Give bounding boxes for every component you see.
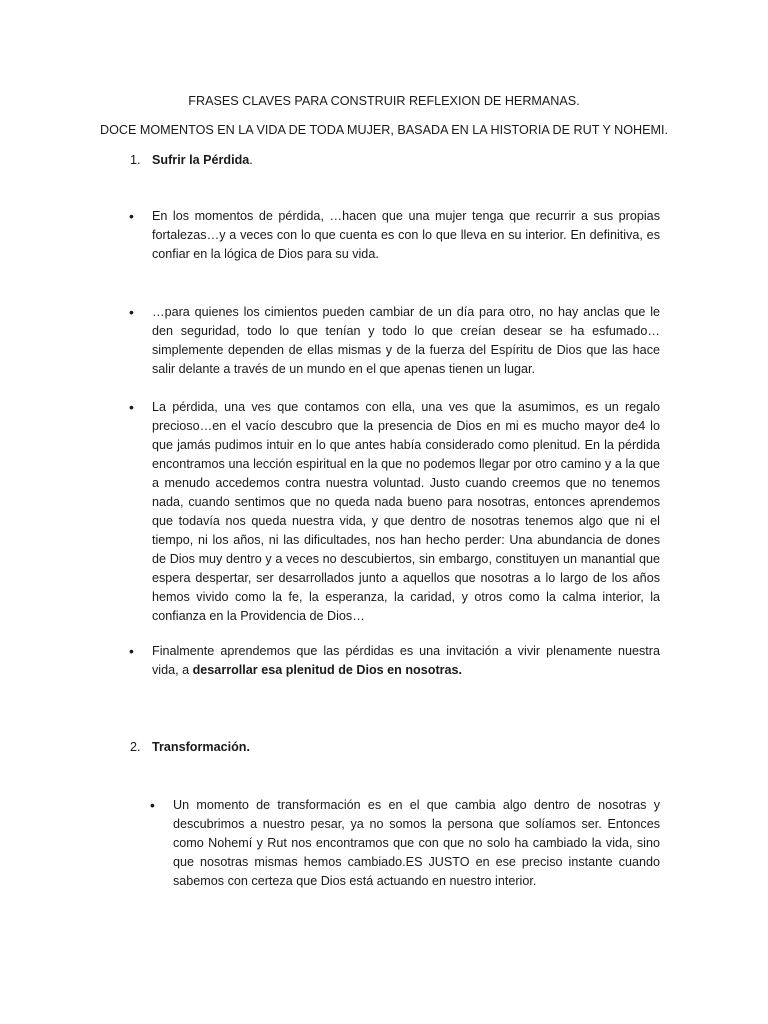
section-2-title: Transformación. xyxy=(152,740,250,754)
section-1-heading xyxy=(130,151,253,170)
section-1-title: Sufrir la Pérdida xyxy=(152,153,250,167)
section-1-bullet-4-bold: desarrollar esa plenitud de Dios en nosotras. xyxy=(192,663,463,677)
section-1-bullet-3: La pérdida, una ves que contamos con ella, una ves que la asumimos, es un regalo precioso…en el vacío descubro que la presencia de Dios en mi es mucho mayor de4 lo que jamás pudimos intuir en lo que antes había considerado como plenitud. En la pérdida encontramos una lección espiritual en la que no podemos llegar por otro camino y a la que a menudo accedemos contra nuestra voluntad. Justo cuando creemos que no tenemos nada, cuando sentimos que no queda nada bueno para nosotras, entonces aprendemos que todavía nos queda nuestra vida, y que dentro de nosotras tenemos algo que ni el tiempo, ni los años, ni las dificultades, nos han hecho perder: Una abundancia de dones de Dios muy dentro y a veces no descubiertos, sin embargo, constituyen un manantial que espera despertar, ser desarrollados junto a aquellos que nosotras a lo largo de los años hemos vivido como la fe, la esperanza, la caridad, y otros como la calma interior, la confianza en la Providencia de Dios… xyxy=(152,400,660,623)
section-1-bullet-4-text: Finalmente aprendemos que las pérdidas es una invitación a vivir plenamente nuestra vida, a xyxy=(152,644,660,677)
bullet-dot-icon: • xyxy=(129,643,134,659)
section-1-title-suffix: . xyxy=(249,153,253,167)
section-2-heading xyxy=(130,738,250,757)
document-title: FRASES CLAVES PARA CONSTRUIR REFLEXION DE HERMANAS. xyxy=(188,94,580,108)
section-1-number: 1. xyxy=(130,153,141,167)
document-subtitle: DOCE MOMENTOS EN LA VIDA DE TODA MUJER, BASADA EN LA HISTORIA DE RUT Y NOHEMI. xyxy=(99,123,669,137)
section-2-number: 2. xyxy=(130,740,141,754)
bullet-dot-icon: • xyxy=(129,304,134,320)
bullet-dot-icon: • xyxy=(150,797,155,813)
section-2-bullet-1: Un momento de transformación es en el que cambia algo dentro de nosotras y descubrimos a nuestro pesar, ya no somos la persona que solíamos ser. Entonces como Nohemí y Rut nos encontramos que con que no solo ha cambiado la vida, sino que nosotras mismas hemos cambiado.ES JUSTO en ese preciso instante cuando sabemos con certeza que Dios está actuando en nuestro interior. xyxy=(173,798,660,888)
bullet-dot-icon: • xyxy=(129,208,134,224)
section-1-bullet-2: …para quienes los cimientos pueden cambiar de un día para otro, no hay anclas que le den seguridad, todo lo que tenían y todo lo que creían desear se ha esfumado…simplemente dependen de ellas mismas y de la fuerza del Espíritu de Dios que las hace salir delante a través de un mundo en el que apenas tienen un lugar. xyxy=(152,305,660,376)
section-1-bullet-4 xyxy=(152,642,660,680)
section-1-bullet-1: En los momentos de pérdida, …hacen que una mujer tenga que recurrir a sus propias fortalezas…y a veces con lo que cuenta es con lo que lleva en su interior. En definitiva, es confiar en la lógica de Dios para su vida. xyxy=(152,209,660,261)
bullet-dot-icon: • xyxy=(129,399,134,415)
